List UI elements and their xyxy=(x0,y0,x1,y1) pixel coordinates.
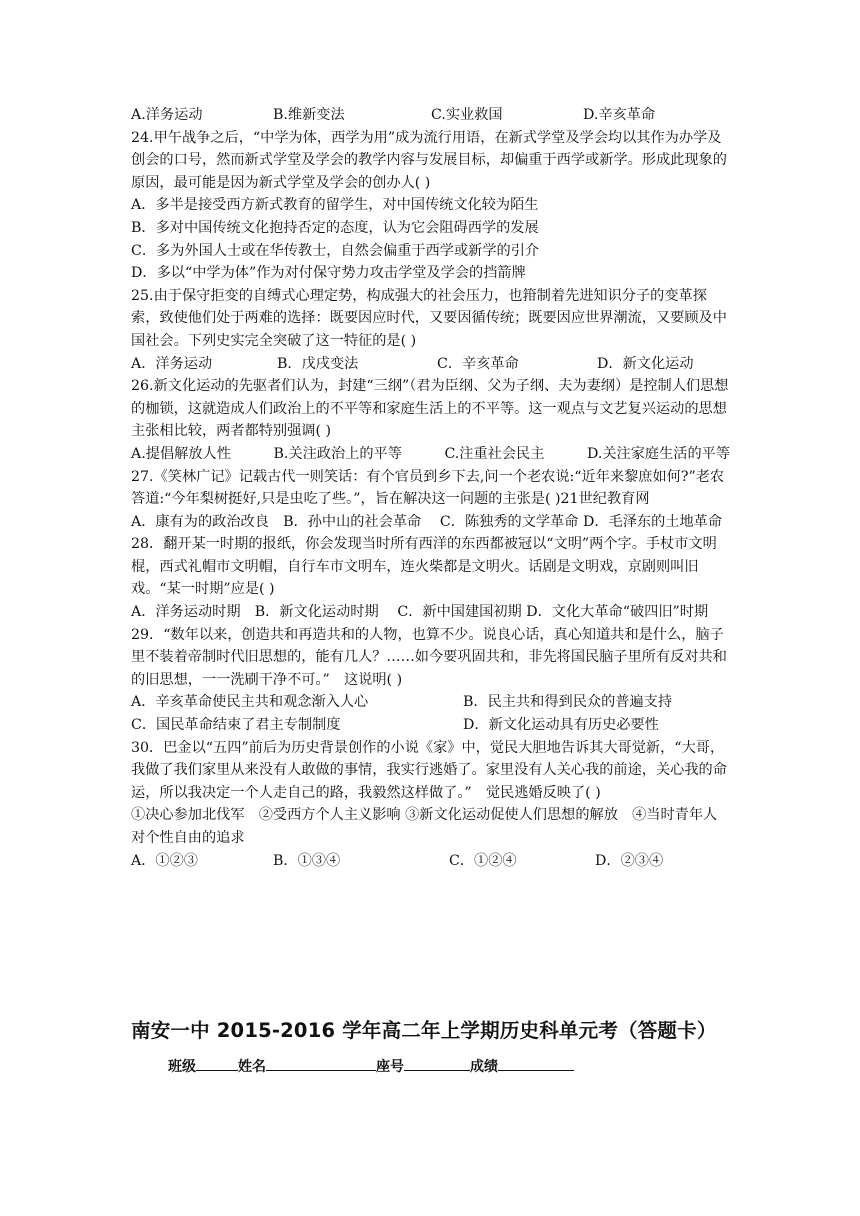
option: D．新文化运动具有历史必要性 xyxy=(463,717,659,734)
seat-label: 座号 xyxy=(376,1059,404,1075)
question-28: 28．翻开某一时期的报纸，你会发现当时所有西洋的东西都被冠以“文明”两个字。手杖市文明棍，西式礼帽市文明帽，自行车市文明车，连火柴都是文明火。话剧是文明戏，京剧则叫旧戏。“某一时期”应是( ) xyxy=(131,536,717,598)
option: A．辛亥革命使民主共和观念渐入人心 xyxy=(131,694,369,711)
option: D．多以“中学为体”作为对付保守势力攻击学堂及学会的挡箭牌 xyxy=(131,265,526,282)
option: B．戊戌变法 xyxy=(277,355,359,372)
option: B．①③④ xyxy=(273,852,341,869)
questions-area xyxy=(131,104,731,872)
q23-options xyxy=(131,104,731,127)
q29-options-row-2 xyxy=(131,714,731,737)
option: A．洋务运动 xyxy=(131,355,213,372)
question-24: 24.甲午战争之后，“中学为体，西学为用”成为流行用语，在新式学堂及学会均以其作为办学及创会的口号，然而新式学堂及学会的教学内容与发展目标，却偏重于西学或新学。形成此现象的原因，最可能是因为新式学堂及学会的创办人( ) xyxy=(131,129,727,191)
score-label: 成绩 xyxy=(470,1059,498,1075)
q28-options: A．洋务运动时期 B．新文化运动时期 C．新中国建国初期 D．文化大革命“破四旧”时期 xyxy=(131,604,709,621)
class-label: 班级 xyxy=(168,1059,196,1075)
q25-options xyxy=(131,353,731,376)
q27-options: A．康有为的政治改良 B．孙中山的社会革命 C．陈独秀的文学革命 D．毛泽东的土地革命 xyxy=(131,513,723,530)
option: A.洋务运动 xyxy=(131,107,203,123)
option: B.维新变法 xyxy=(273,107,345,123)
name-field[interactable] xyxy=(266,1056,376,1071)
seat-field[interactable] xyxy=(404,1056,470,1071)
q30-choices: ①决心参加北伐军 ②受西方个人主义影响 ③新文化运动促使人们思想的解放 ④当时青年人对个性自由的追求 xyxy=(131,807,718,846)
option: C．辛亥革命 xyxy=(437,355,519,372)
answer-card-title: 南安一中 2015-2016 学年高二年上学期历史科单元考（答题卡） xyxy=(131,1019,717,1042)
option: C．多为外国人士或在华传教士，自然会偏重于西学或新学的引介 xyxy=(131,242,540,259)
option: C．①②④ xyxy=(449,852,517,869)
option: D.辛亥革命 xyxy=(583,107,656,123)
class-field[interactable] xyxy=(196,1056,238,1071)
option: B．民主共和得到民众的普遍支持 xyxy=(463,694,673,711)
option: D．新文化运动 xyxy=(597,355,694,372)
question-27: 27.《笑林广记》记载古代一则笑话：有个官员到乡下去,问一个老农说:“近年来黎庶如何?”老农答道:“今年梨树挺好,只是虫吃了些。”，旨在解决这一问题的主张是( )21世纪教育网 xyxy=(131,468,725,508)
student-info-line xyxy=(168,1056,574,1076)
question-25: 25.由于保守拒变的自缚式心理定势，构成强大的社会压力，也箝制着先进知识分子的变革探索，致使他们处于两难的选择：既要因应时代，又要因循传统；既要因应世界潮流，又要顾及中国社会。下列史实完全突破了这一特征的是( ) xyxy=(131,287,727,349)
q29-options-row-1 xyxy=(131,691,731,714)
q30-options xyxy=(131,850,731,873)
option: A．①②③ xyxy=(131,852,198,869)
q26-options: A.提倡解放人性 B.关注政治上的平等 C.注重社会民主 D.关注家庭生活的平等 xyxy=(131,445,731,462)
score-field[interactable] xyxy=(498,1056,574,1071)
option: B．多对中国传统文化抱持否定的态度，认为它会阻碍西学的发展 xyxy=(131,219,539,236)
name-label: 姓名 xyxy=(238,1059,266,1075)
question-26: 26.新文化运动的先驱者们认为，封建“三纲”（君为臣纲、父为子纲、夫为妻纲）是控制人们思想的枷锁，这就造成人们政治上的不平等和家庭生活上的不平等。这一观点与文艺复兴运动的思想主张相比较，两者都特别强调( ) xyxy=(131,378,729,440)
question-30: 30．巴金以“五四”前后为历史背景创作的小说《家》中，觉民大胆地告诉其大哥觉新，“大哥，我做了我们家里从来没有人敢做的事情，我实行逃婚了。家里没有人关心我的前途，关心我的命运，所以我决定一个人走自己的路，我毅然这样做了。” 觉民逃婚反映了( ) xyxy=(131,739,727,801)
option: D．②③④ xyxy=(595,852,664,869)
option: A．多半是接受西方新式教育的留学生，对中国传统文化较为陌生 xyxy=(131,197,539,214)
option: C．国民革命结束了君主专制制度 xyxy=(131,717,341,734)
option: C.实业救国 xyxy=(431,107,503,123)
question-29: 29．“数年以来，创造共和再造共和的人物，也算不少。说良心话，真心知道共和是什么，脑子里不装着帝制时代旧思想的，能有几人？……如今要巩固共和，非先将国民脑子里所有反对共和的旧思想，一一洗刷干净不可。” 这说明( ) xyxy=(131,626,727,688)
